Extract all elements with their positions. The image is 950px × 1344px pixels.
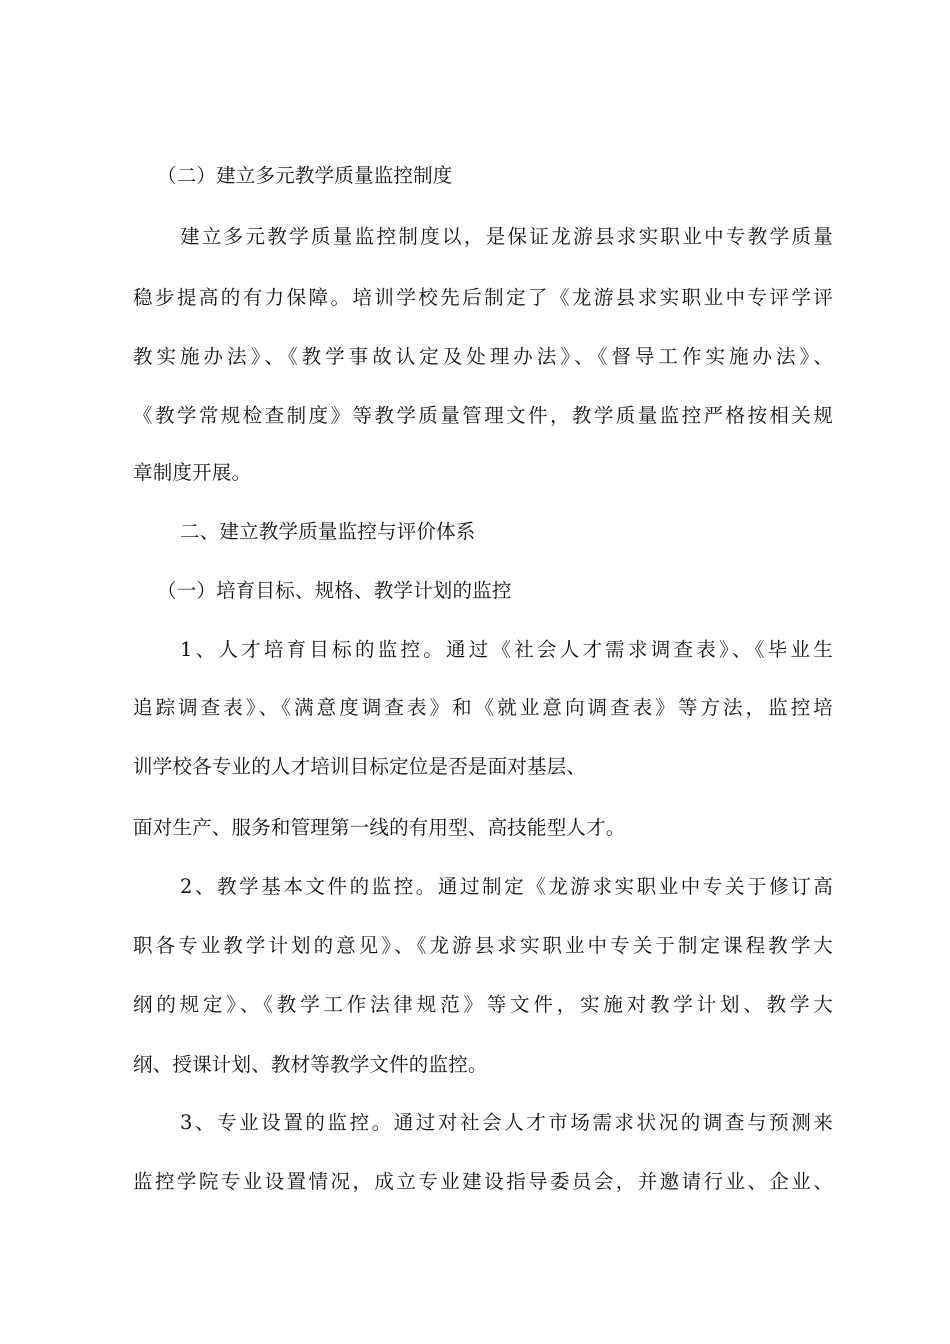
paragraph-line: 职各专业教学计划的意见》、《龙游县求实职业中专关于制定课程教学大 xyxy=(133,934,833,957)
paragraph-line: 3、专业设置的监控。通过对社会人才市场需求状况的调查与预测来 xyxy=(180,1111,833,1134)
paragraph-line: 建立多元教学质量监控制度以，是保证龙游县求实职业中专教学质量 xyxy=(180,225,833,248)
paragraph-line: 教实施办法》、《教学事故认定及处理办法》、《督导工作实施办法》、 xyxy=(133,345,833,368)
paragraph-line: 章制度开展。 xyxy=(133,461,252,484)
paragraph-line: 纲、授课计划、教材等教学文件的监控。 xyxy=(133,1053,488,1076)
paragraph-line: 《教学常规检查制度》等教学质量管理文件，教学质量监控严格按相关规 xyxy=(133,404,833,427)
paragraph-line: 2、教学基本文件的监控。通过制定《龙游求实职业中专关于修订高 xyxy=(180,875,833,898)
subheading-1: （一）培育目标、规格、教学计划的监控 xyxy=(157,579,512,602)
section-heading-2: 二、建立教学质量监控与评价体系 xyxy=(180,520,476,543)
paragraph-line: 训学校各专业的人才培训目标定位是否是面对基层、 xyxy=(133,755,587,778)
paragraph-line: 追踪调查表》、《满意度调查表》和《就业意向调查表》等方法，监控培 xyxy=(133,696,833,719)
paragraph-line: 监控学院专业设置情况，成立专业建设指导委员会，并邀请行业、企业、 xyxy=(133,1170,833,1193)
subheading-2: （二）建立多元教学质量监控制度 xyxy=(157,164,453,187)
paragraph-line: 纲的规定》、《教学工作法律规范》等文件，实施对教学计划、教学大 xyxy=(133,993,833,1016)
paragraph-line: 稳步提高的有力保障。培训学校先后制定了《龙游县求实职业中专评学评 xyxy=(133,286,833,309)
paragraph-line: 1、人才培育目标的监控。通过《社会人才需求调查表》、《毕业生 xyxy=(180,638,833,661)
paragraph-line: 面对生产、服务和管理第一线的有用型、高技能型人才。 xyxy=(133,816,626,839)
